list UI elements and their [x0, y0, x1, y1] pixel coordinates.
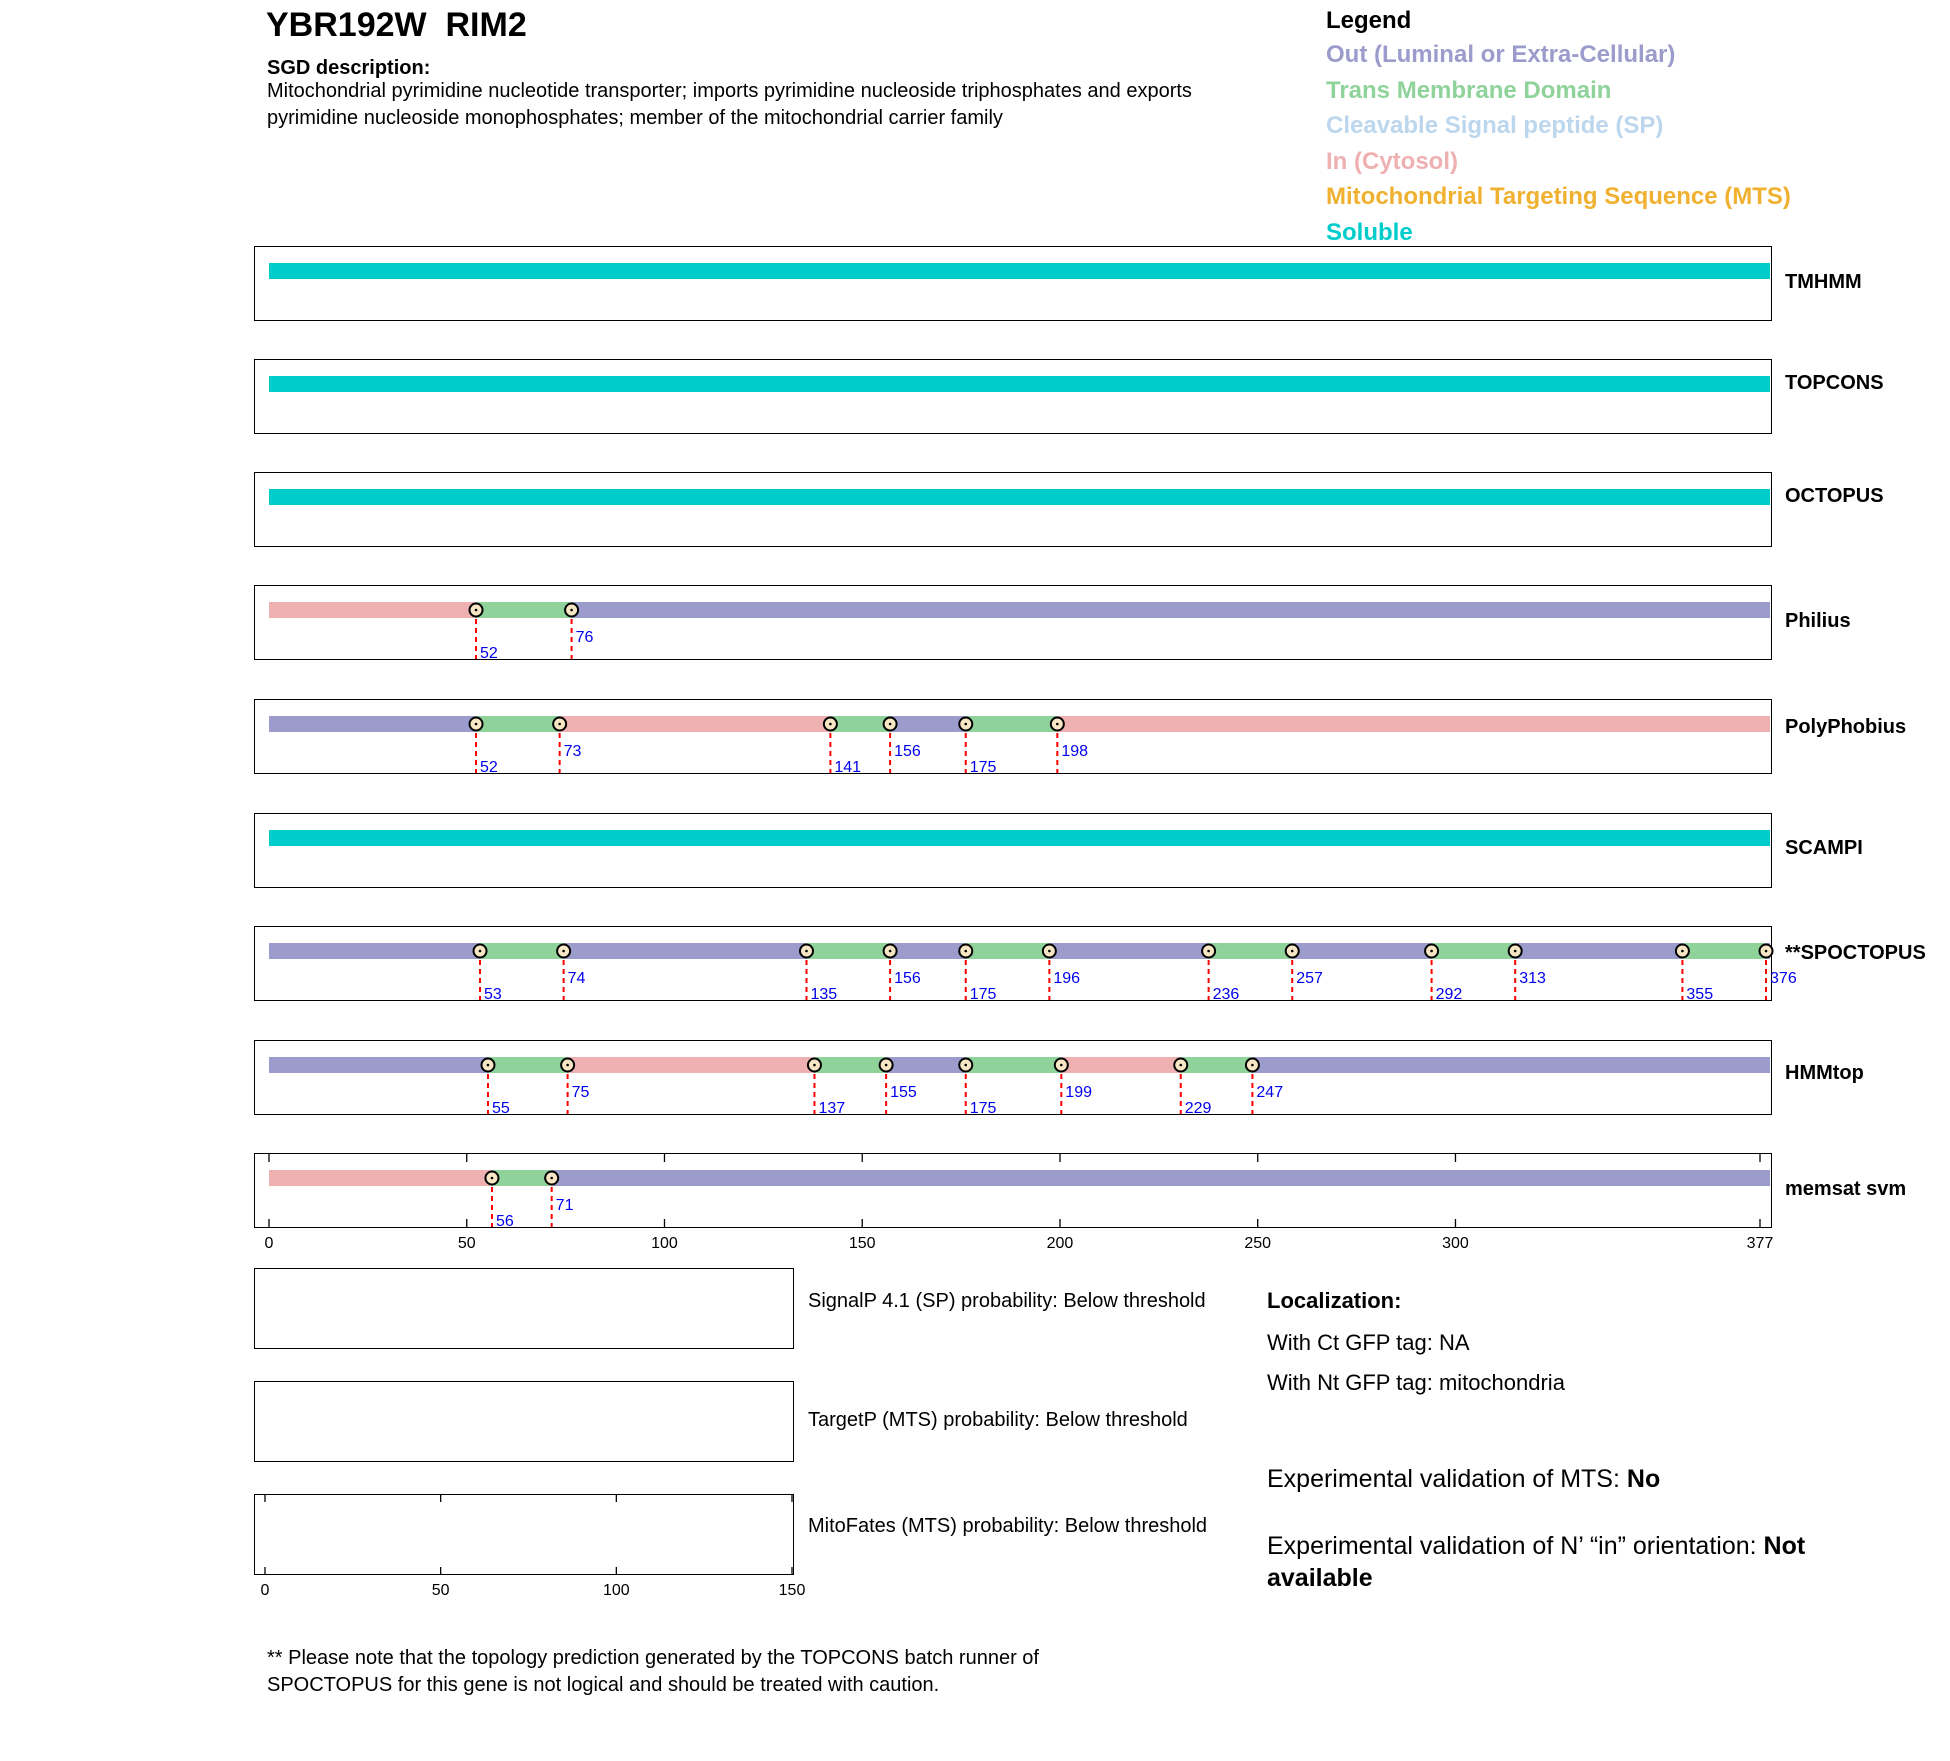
boundary-dot-spoctopus-7 — [1291, 950, 1294, 953]
boundary-label-hmmtop-2: 137 — [818, 1100, 846, 1117]
segment-spoctopus-6 — [1049, 943, 1208, 959]
method-label-polyphobius: PolyPhobius — [1785, 716, 1907, 738]
x-tick-label-377: 377 — [1746, 1235, 1774, 1252]
segment-spoctopus-5 — [966, 943, 1050, 959]
boundary-label-polyphobius-3: 156 — [894, 743, 921, 760]
boundary-label-spoctopus-9: 313 — [1519, 970, 1546, 987]
legend-item-out: Out (Luminal or Extra-Cellular) — [1326, 41, 1676, 68]
boundary-label-memsatsvm-0: 56 — [495, 1213, 514, 1230]
boundary-dot-hmmtop-7 — [1251, 1064, 1254, 1067]
validation-mts-value: No — [1626, 1465, 1661, 1493]
legend-title: Legend — [1326, 7, 1412, 34]
prob-tick-label-100: 100 — [602, 1582, 630, 1599]
x-tick-label-150: 150 — [848, 1235, 876, 1252]
boundary-label-spoctopus-10: 355 — [1686, 986, 1714, 1003]
segment-spoctopus-8 — [1292, 943, 1431, 959]
boundary-dot-hmmtop-3 — [885, 1064, 888, 1067]
boundary-dot-polyphobius-2 — [829, 723, 832, 726]
legend-item-soluble: Soluble — [1326, 218, 1413, 246]
x-tick-label-300: 300 — [1442, 1235, 1469, 1252]
sgd-description: Mitochondrial pyrimidine nucleotide transporter; imports pyrimidine nucleoside triphosphates and exports pyrimidine nucleoside monophosphates; member of the mitochondrial carrier family — [267, 80, 1192, 129]
x-tick-label-200: 200 — [1046, 1235, 1074, 1252]
legend-item-sp: Cleavable Signal peptide (SP) — [1326, 112, 1664, 139]
prob-label-targetp: TargetP (MTS) probability: Below threshold — [808, 1409, 1188, 1431]
segment-topcons-0 — [269, 376, 1770, 392]
boundary-dot-spoctopus-5 — [1048, 950, 1051, 953]
segment-hmmtop-5 — [966, 1057, 1062, 1073]
method-label-philius: Philius — [1785, 610, 1851, 632]
boundary-dot-philius-1 — [570, 609, 573, 612]
boundary-dot-hmmtop-5 — [1060, 1064, 1063, 1067]
boundary-label-polyphobius-4: 175 — [969, 759, 997, 776]
method-label-scampi: SCAMPI — [1785, 837, 1863, 859]
boundary-dot-memsatsvm-0 — [491, 1177, 494, 1180]
boundary-label-spoctopus-0: 53 — [484, 986, 502, 1003]
segment-hmmtop-3 — [814, 1057, 886, 1073]
segment-spoctopus-7 — [1209, 943, 1293, 959]
segment-polyphobius-4 — [890, 716, 966, 732]
boundary-label-polyphobius-2: 141 — [834, 759, 862, 776]
validation-orientation-prefix: Experimental validation of N’ “in” orientation: — [1267, 1532, 1764, 1560]
boundary-label-hmmtop-3: 155 — [890, 1084, 917, 1101]
boundary-label-philius-1: 76 — [575, 629, 594, 646]
segment-hmmtop-6 — [1061, 1057, 1180, 1073]
boundary-dot-spoctopus-0 — [479, 950, 482, 953]
segment-spoctopus-1 — [480, 943, 564, 959]
x-tick-label-0: 0 — [264, 1235, 274, 1252]
segment-polyphobius-5 — [966, 716, 1058, 732]
boundary-dot-hmmtop-2 — [813, 1064, 816, 1067]
boundary-label-spoctopus-3: 156 — [894, 970, 921, 987]
boundary-label-spoctopus-1: 74 — [567, 970, 586, 987]
legend-item-mts: Mitochondrial Targeting Sequence (MTS) — [1326, 183, 1791, 210]
boundary-label-memsatsvm-1: 71 — [555, 1197, 574, 1214]
boundary-label-spoctopus-11: 376 — [1770, 970, 1797, 987]
boundary-label-polyphobius-0: 52 — [480, 759, 498, 776]
localization-nt: With Nt GFP tag: mitochondria — [1267, 1370, 1565, 1395]
boundary-label-hmmtop-0: 55 — [491, 1100, 510, 1117]
segment-hmmtop-1 — [488, 1057, 568, 1073]
segment-philius-0 — [269, 602, 476, 618]
segment-spoctopus-4 — [890, 943, 966, 959]
boundary-dot-spoctopus-10 — [1681, 950, 1684, 953]
segment-spoctopus-11 — [1682, 943, 1766, 959]
prob-tick-label-50: 50 — [431, 1582, 450, 1599]
segment-philius-2 — [572, 602, 1770, 618]
segment-scampi-0 — [269, 830, 1770, 846]
segment-memsatsvm-0 — [269, 1170, 492, 1186]
segment-spoctopus-0 — [269, 943, 480, 959]
segment-polyphobius-1 — [476, 716, 560, 732]
boundary-label-philius-0: 52 — [480, 645, 498, 662]
segment-spoctopus-3 — [806, 943, 890, 959]
validation-mts-prefix: Experimental validation of MTS: — [1267, 1465, 1627, 1493]
segment-hmmtop-2 — [568, 1057, 815, 1073]
segment-spoctopus-9 — [1432, 943, 1516, 959]
segment-hmmtop-4 — [886, 1057, 966, 1073]
boundary-dot-hmmtop-6 — [1179, 1064, 1182, 1067]
boundary-label-spoctopus-4: 175 — [969, 986, 997, 1003]
sgd-label: SGD description: — [267, 57, 431, 79]
boundary-dot-spoctopus-8 — [1430, 950, 1433, 953]
segment-polyphobius-3 — [830, 716, 890, 732]
method-label-memsat: memsat svm — [1785, 1178, 1907, 1200]
boundary-dot-polyphobius-3 — [889, 723, 892, 726]
validation-orientation — [1267, 1530, 1887, 1594]
segment-hmmtop-0 — [269, 1057, 488, 1073]
segment-memsatsvm-1 — [492, 1170, 552, 1186]
segment-polyphobius-0 — [269, 716, 476, 732]
boundary-label-hmmtop-1: 75 — [571, 1084, 590, 1101]
segment-tmhmm-0 — [269, 263, 1770, 279]
prob-tick-label-0: 0 — [260, 1582, 270, 1599]
segment-polyphobius-2 — [560, 716, 831, 732]
boundary-dot-polyphobius-4 — [964, 723, 967, 726]
method-label-tmhmm: TMHMM — [1785, 271, 1862, 293]
boundary-dot-memsatsvm-1 — [550, 1177, 553, 1180]
segment-spoctopus-2 — [564, 943, 807, 959]
boundary-label-spoctopus-8: 292 — [1435, 986, 1463, 1003]
segment-memsatsvm-2 — [552, 1170, 1770, 1186]
x-tick-label-100: 100 — [651, 1235, 678, 1252]
boundary-label-spoctopus-2: 135 — [810, 986, 838, 1003]
boundary-label-hmmtop-6: 229 — [1184, 1100, 1212, 1117]
boundary-label-hmmtop-7: 247 — [1256, 1084, 1284, 1101]
boundary-label-polyphobius-1: 73 — [563, 743, 582, 760]
segment-polyphobius-6 — [1057, 716, 1770, 732]
prob-label-signalp: SignalP 4.1 (SP) probability: Below threshold — [808, 1290, 1206, 1312]
segment-hmmtop-8 — [1252, 1057, 1770, 1073]
boundary-dot-spoctopus-4 — [964, 950, 967, 953]
footnote: ** Please note that the topology prediction generated by the TOPCONS batch runner of SPOCTOPUS for this gene is not logical and should be treated with caution. — [267, 1647, 1039, 1696]
segment-spoctopus-10 — [1515, 943, 1682, 959]
boundary-dot-spoctopus-11 — [1765, 950, 1768, 953]
boundary-label-hmmtop-5: 199 — [1065, 1084, 1093, 1101]
method-label-spoctopus: **SPOCTOPUS — [1785, 942, 1926, 964]
gene-title: YBR192W RIM2 — [266, 6, 527, 44]
boundary-dot-philius-0 — [475, 609, 478, 612]
boundary-label-spoctopus-7: 257 — [1296, 970, 1323, 987]
x-tick-label-50: 50 — [457, 1235, 476, 1252]
validation-mts — [1267, 1463, 1887, 1495]
localization-title: Localization: — [1267, 1288, 1402, 1313]
boundary-dot-hmmtop-4 — [964, 1064, 967, 1067]
localization-ct: With Ct GFP tag: NA — [1267, 1330, 1470, 1355]
boundary-dot-polyphobius-5 — [1056, 723, 1059, 726]
method-label-topcons: TOPCONS — [1785, 372, 1884, 394]
prob-tick-label-150: 150 — [778, 1582, 806, 1599]
boundary-dot-spoctopus-1 — [562, 950, 565, 953]
segment-philius-1 — [476, 602, 572, 618]
x-tick-label-250: 250 — [1244, 1235, 1272, 1252]
boundary-dot-spoctopus-6 — [1207, 950, 1210, 953]
boundary-label-spoctopus-5: 196 — [1053, 970, 1081, 987]
boundary-dot-hmmtop-1 — [566, 1064, 569, 1067]
boundary-dot-spoctopus-2 — [805, 950, 808, 953]
legend-item-tm: Trans Membrane Domain — [1326, 76, 1612, 104]
boundary-dot-hmmtop-0 — [487, 1064, 490, 1067]
boundary-dot-spoctopus-9 — [1514, 950, 1517, 953]
legend-item-in: In (Cytosol) — [1326, 147, 1458, 175]
boundary-label-hmmtop-4: 175 — [969, 1100, 997, 1117]
method-label-octopus: OCTOPUS — [1785, 485, 1884, 507]
prob-label-mitofates: MitoFates (MTS) probability: Below threshold — [808, 1515, 1208, 1537]
boundary-dot-polyphobius-1 — [558, 723, 561, 726]
boundary-dot-spoctopus-3 — [889, 950, 892, 953]
boundary-label-polyphobius-5: 198 — [1061, 743, 1089, 760]
segment-octopus-0 — [269, 489, 1770, 505]
segment-hmmtop-7 — [1181, 1057, 1253, 1073]
boundary-label-spoctopus-6: 236 — [1212, 986, 1240, 1003]
boundary-dot-polyphobius-0 — [475, 723, 478, 726]
validation-orientation-value: Not available — [1267, 1532, 1806, 1592]
method-label-hmmtop: HMMtop — [1785, 1062, 1864, 1084]
